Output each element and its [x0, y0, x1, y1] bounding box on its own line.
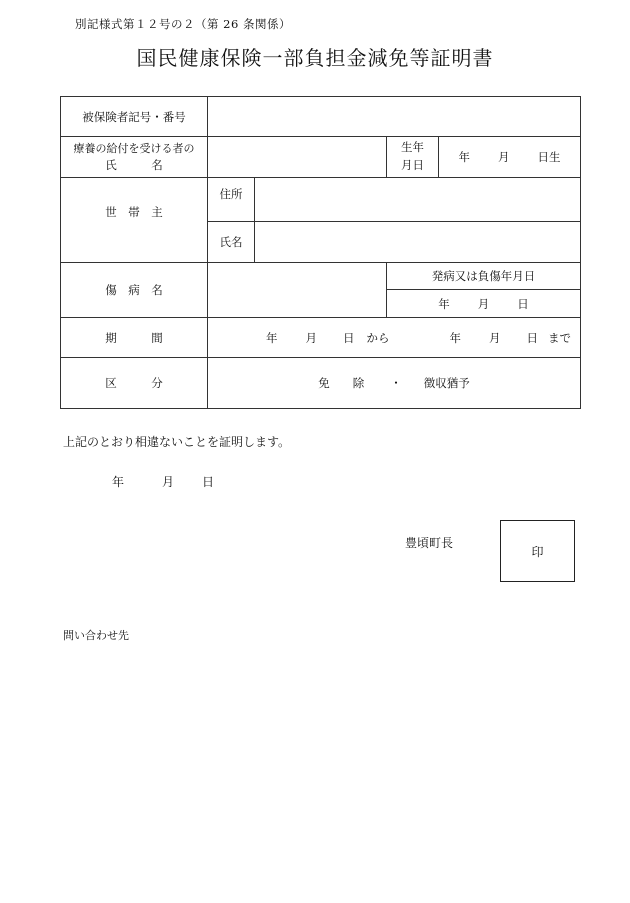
- certification-statement: 上記のとおり相違ないことを証明します。: [63, 435, 291, 449]
- period-label: 期 間: [61, 318, 208, 358]
- exemption-option[interactable]: 免 除: [318, 376, 365, 390]
- birth-label-line1: 生年: [401, 140, 424, 155]
- birth-date-field[interactable]: [439, 137, 581, 178]
- address-label: 住所: [208, 178, 255, 222]
- table-row-category: [61, 358, 581, 409]
- birth-month-unit: 月: [498, 150, 510, 164]
- period-from-month-unit: 月: [305, 330, 317, 345]
- birth-year-unit: 年: [458, 150, 470, 164]
- period-to-year-unit: 年: [449, 330, 461, 345]
- recipient-label-line1: 療養の給付を受ける者の: [73, 141, 195, 155]
- householder-label: 世 帯 主: [61, 178, 208, 263]
- recipient-name-field[interactable]: [208, 137, 387, 178]
- householder-name-field[interactable]: [255, 222, 581, 263]
- table-row-injury: [61, 263, 581, 290]
- table-row-householder-address: [61, 178, 581, 222]
- table-row-insured-number: [61, 97, 581, 137]
- issuer-mayor: 豊頃町長: [405, 536, 454, 550]
- category-field[interactable]: [208, 358, 581, 409]
- period-to-text: まで: [548, 330, 571, 345]
- option-separator: ・: [390, 376, 402, 390]
- document-title: 国民健康保険一部負担金減免等証明書: [136, 46, 494, 70]
- certification-date: [112, 473, 214, 490]
- seal-box: [500, 520, 575, 582]
- recipient-label-line2: 氏 名: [105, 157, 163, 172]
- period-from-year-unit: 年: [266, 330, 278, 345]
- onset-day-unit: 日: [517, 296, 529, 311]
- date-day-unit: 日: [202, 475, 215, 489]
- form-number-note: 別記様式第１２号の２（第 26 条関係）: [75, 17, 291, 31]
- birth-date-label: [387, 137, 439, 178]
- certificate-table: [60, 96, 581, 409]
- deferment-option[interactable]: 徴収猶予: [423, 376, 470, 390]
- householder-name-label: 氏名: [208, 222, 255, 263]
- period-from-day-unit: 日: [343, 330, 355, 345]
- injury-name-field[interactable]: [208, 263, 387, 318]
- table-row-period: [61, 318, 581, 358]
- seal-label: 印: [531, 544, 544, 559]
- period-to-day-unit: 日: [526, 330, 538, 345]
- onset-year-unit: 年: [438, 296, 450, 311]
- category-label: 区 分: [61, 358, 208, 409]
- recipient-label: [61, 137, 208, 178]
- injury-label: 傷 病 名: [61, 263, 208, 318]
- contact-label: 問い合わせ先: [63, 629, 129, 642]
- period-to-month-unit: 月: [489, 330, 501, 345]
- birth-day-unit: 日生: [537, 150, 561, 164]
- insured-number-label: 被保険者記号・番号: [61, 97, 208, 137]
- period-from-text: から: [366, 330, 390, 345]
- onset-date-field[interactable]: [387, 290, 581, 318]
- period-field[interactable]: [208, 318, 581, 358]
- onset-month-unit: 月: [477, 296, 490, 311]
- date-month-unit: 月: [162, 475, 175, 489]
- onset-label: 発病又は負傷年月日: [387, 263, 581, 290]
- date-year-unit: 年: [112, 475, 125, 489]
- address-field[interactable]: [255, 178, 581, 222]
- birth-label-line2: 月日: [401, 158, 424, 172]
- table-row-recipient: [61, 137, 581, 178]
- insured-number-field[interactable]: [208, 97, 581, 137]
